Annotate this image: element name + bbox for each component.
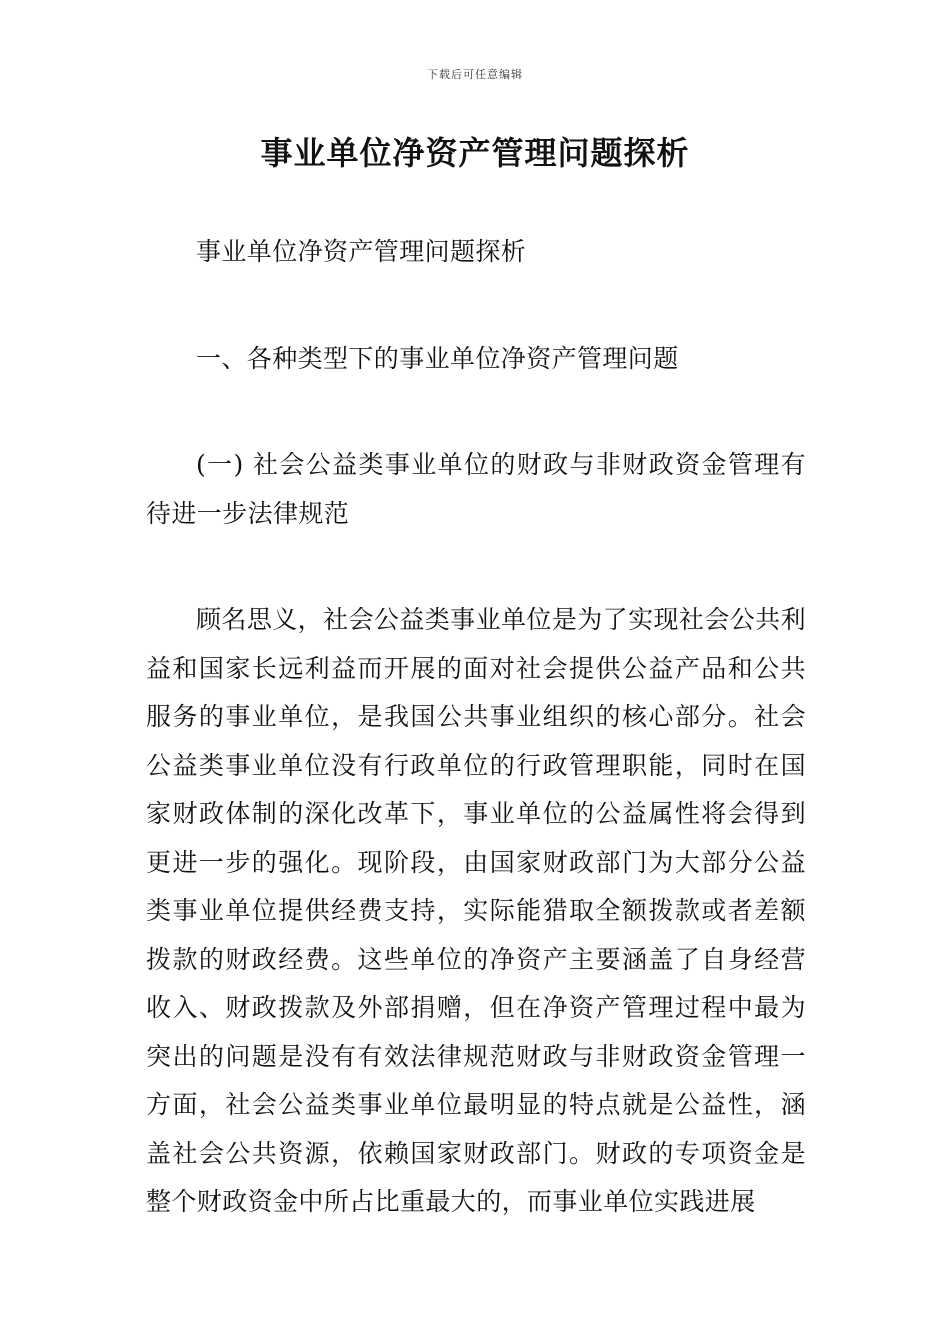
subtitle-paragraph: 事业单位净资产管理问题探析 xyxy=(196,237,527,266)
section-heading: 一、各种类型下的事业单位净资产管理问题 xyxy=(196,343,679,373)
document-title: 事业单位净资产管理问题探析 xyxy=(260,134,690,172)
header-note: 下载后可任意编辑 xyxy=(427,68,523,81)
subsection-heading: (一) 社会公益类事业单位的财政与非财政资金管理有待进一步法律规范 xyxy=(146,450,806,528)
document-body xyxy=(146,228,806,1227)
body-paragraph: 顾名思义，社会公益类事业单位是为了实现社会公共利益和国家长远利益而开展的面对社会提供公益产品和公共服务的事业单位，是我国公共事业组织的核心部分。社会公益类事业单位没有行政单位的行政管理职能，同时在国家财政体制的深化改革下，事业单位的公益属性将会得到更进一步的强化。现阶段，由国家财政部门为大部分公益类事业单位提供经费支持，实际能猎取全额拨款或者差额拨款的财政经费。这些单位的净资产主要涵盖了自身经营收入、财政拨款及外部捐赠，但在净资产管理过程中最为突出的问题是没有有效法律规范财政与非财政资金管理一方面，社会公益类事业单位最明显的特点就是公益性，涵盖社会公共资源，依赖国家财政部门。财政的专项资金是整个财政资金中所占比重最大的，而事业单位实践进展 xyxy=(146,605,806,1216)
